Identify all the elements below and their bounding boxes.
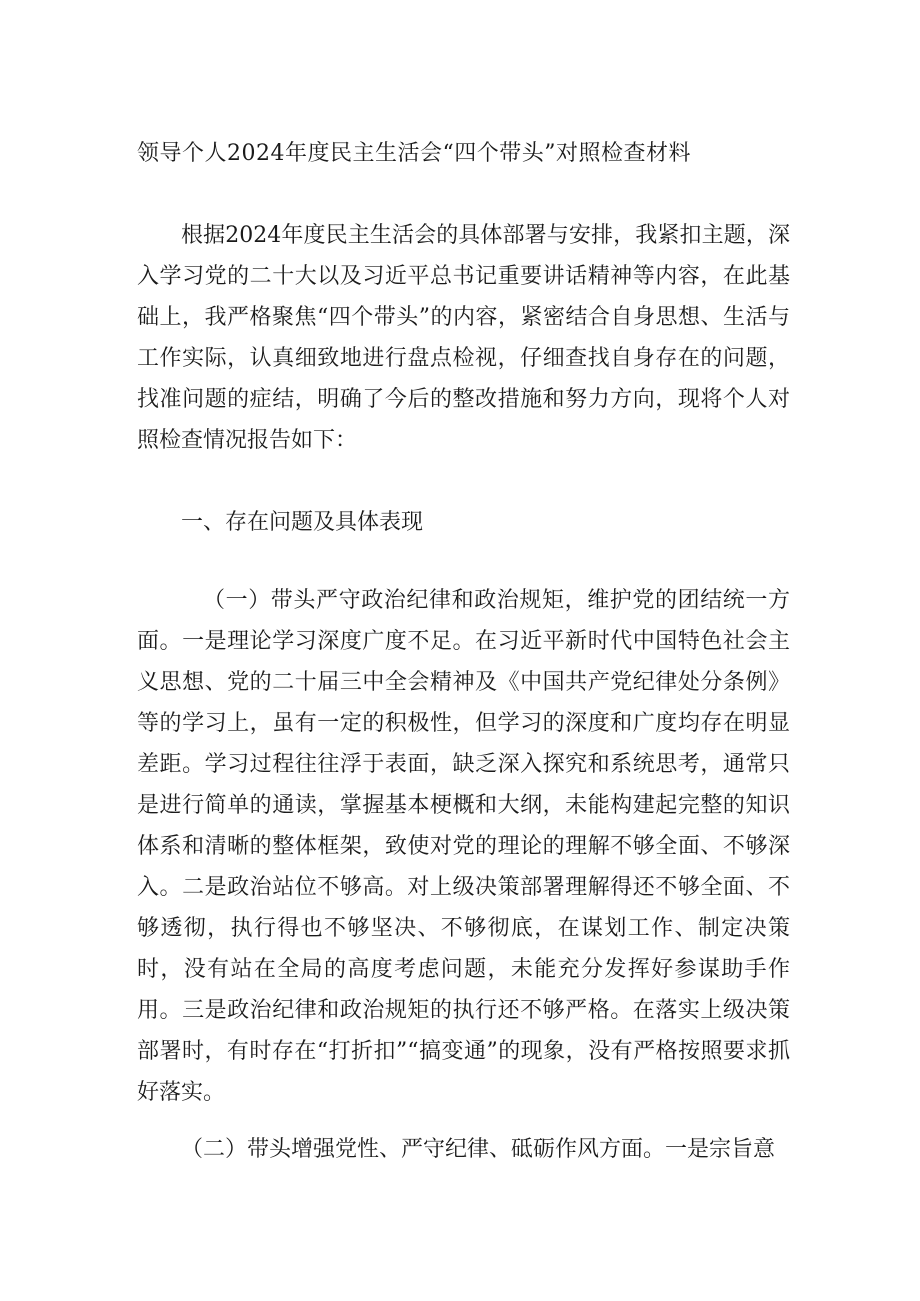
section-heading: 一、存在问题及具体表现 xyxy=(181,510,424,535)
section-paragraph-2: （二）带头增强党性、严守纪律、砥砺作风方面。一是宗旨意 xyxy=(181,1137,776,1162)
intro-paragraph: 根据2024年度民主生活会的具体部署与安排，我紧扣主题，深入学习党的二十大以及习近平总书记重要讲话精神等内容，在此基础上，我严格聚焦“四个带头”的内容，紧密结合自身思想、生活与工作实际，认真细致地进行盘点检视，仔细查找自身存在的问题，找准问题的症结，明确了今后的整改措施和努力方向，现将个人对照检查情况报告如下： xyxy=(137,223,790,453)
document-title: 领导个人2024年度民主生活会“四个带头”对照检查材料 xyxy=(137,141,691,166)
section-paragraph-1: （一）带头严守政治纪律和政治规矩，维护党的团结统一方面。一是理论学习深度广度不足。在习近平新时代中国特色社会主义思想、党的二十届三中全会精神及《中国共产党纪律处分条例》等的学习上，虽有一定的积极性，但学习的深度和广度均存在明显差距。学习过程往往浮于表面，缺乏深入探究和系统思考，通常只是进行简单的通读，掌握基本梗概和大纲，未能构建起完整的知识体系和清晰的整体框架，致使对党的理论的理解不够全面、不够深入。二是政治站位不够高。对上级决策部署理解得还不够全面、不够透彻，执行得也不够坚决、不够彻底，在谋划工作、制定决策时，没有站在全局的高度考虑问题，未能充分发挥好参谋助手作用。三是政治纪律和政治规矩的执行还不够严格。在落实上级决策部署时，有时存在“打折扣”“搞变通”的现象，没有严格按照要求抓好落实。 xyxy=(137,588,790,1105)
